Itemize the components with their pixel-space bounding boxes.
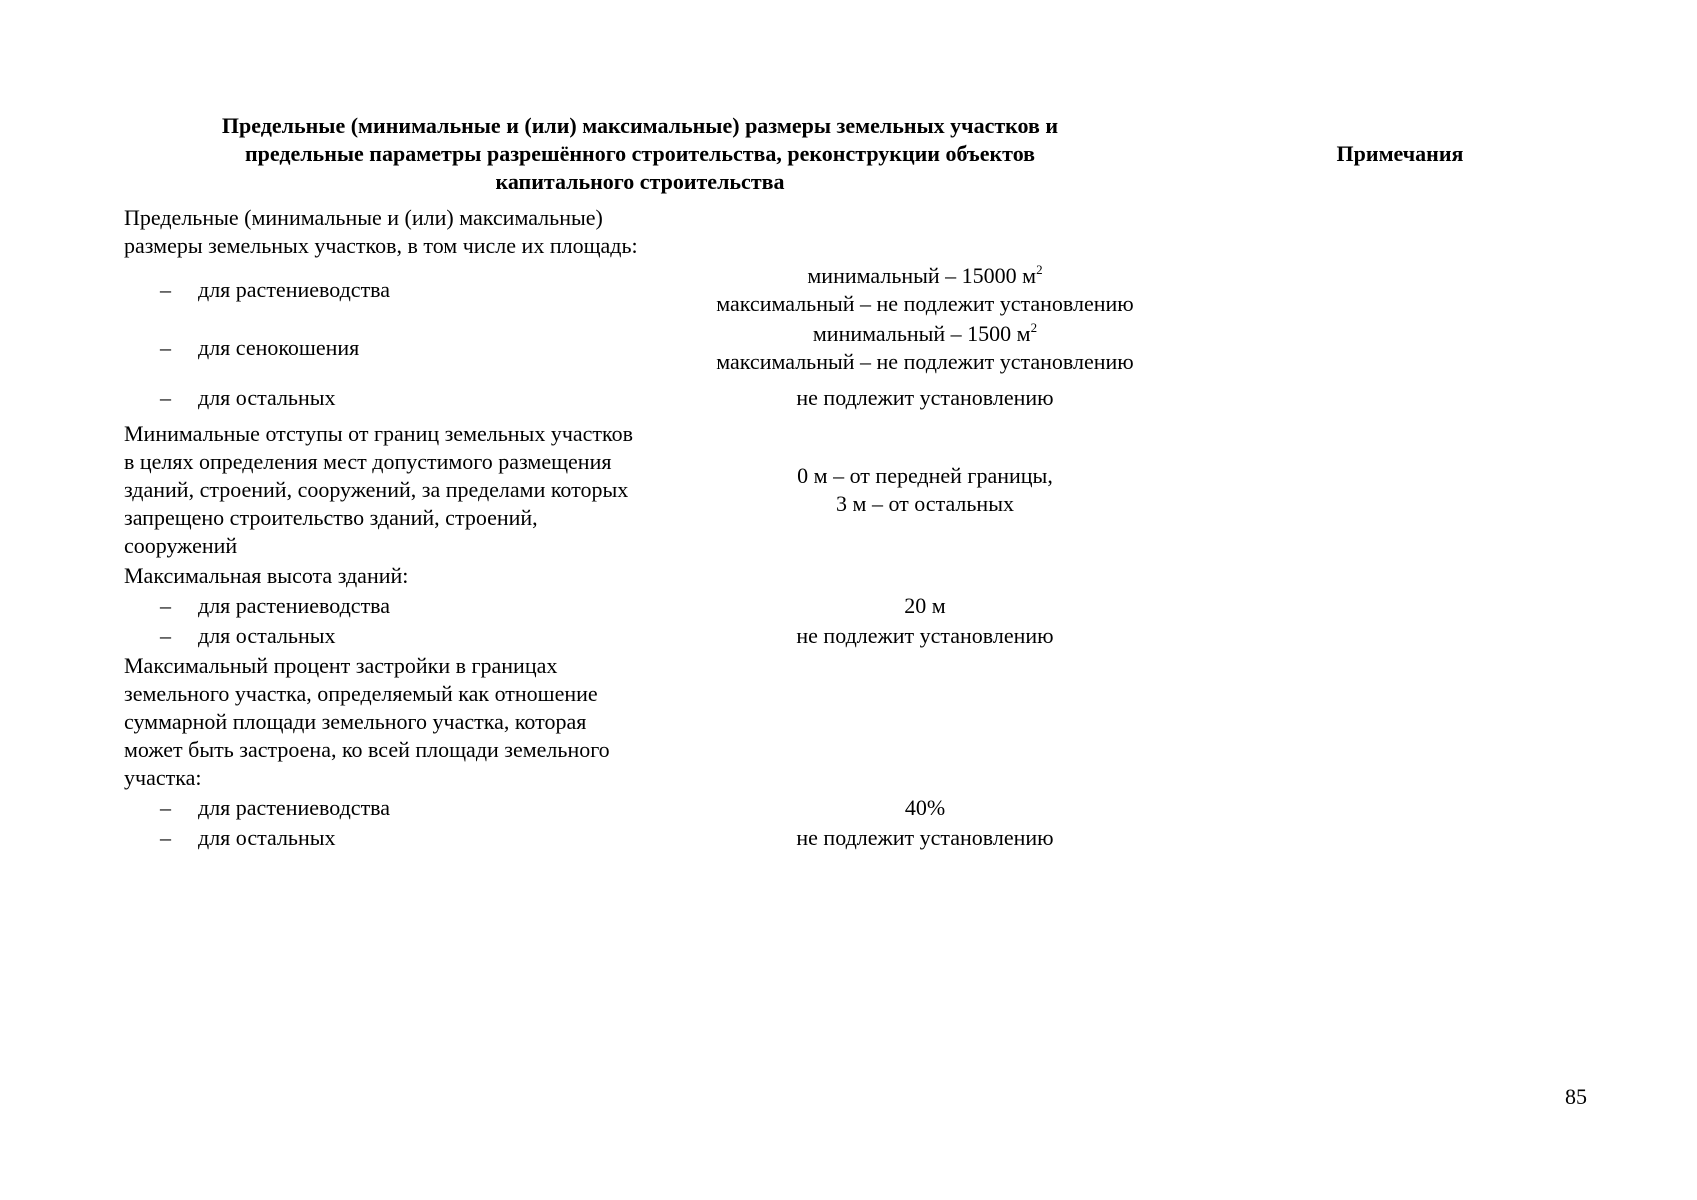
item-label: для растениеводства [198,795,391,820]
item-label: для остальных [198,385,336,410]
list-item [160,592,390,620]
coverage-title-line: может быть застроена, ко всей площади земельного [124,737,610,762]
dash-marker: – [160,335,171,360]
setbacks-title-line: зданий, строений, сооружений, за пределами которых [124,477,629,502]
superscript: 2 [1030,320,1038,335]
setbacks-title-line: в целях определения мест допустимого размещения [124,449,612,474]
height-title: Максимальная высота зданий: [124,563,409,588]
header-line: капитального строительства [495,169,785,194]
dash-marker: – [160,593,171,618]
list-item [160,824,336,852]
dash-marker: – [160,385,171,410]
column-header-notes: Примечания [1336,141,1464,166]
dash-marker: – [160,623,171,648]
setbacks-title-line: Минимальные отступы от границ земельных участков [124,421,633,446]
page-number: 85 [1565,1084,1587,1109]
list-item [160,794,390,822]
item-value-line: максимальный – не подлежит установлению [716,291,1134,316]
list-item [160,622,336,650]
dash-marker: – [160,277,171,302]
item-value-line: максимальный – не подлежит установлению [716,349,1134,374]
item-value-line [640,320,1210,348]
setbacks-value-line: 0 м – от передней границы, [797,463,1053,488]
item-value: не подлежит установлению [796,825,1054,850]
setbacks-value-line: 3 м – от остальных [836,491,1014,516]
dash-marker: – [160,795,171,820]
item-label: для сенокошения [198,335,360,360]
column-header-parameters [160,112,1120,196]
list-item [160,384,336,412]
sizes-title-line: Предельные (минимальные и (или) максимальные) [124,205,603,230]
value-text: минимальный – 1500 м [812,321,1031,346]
item-label: для растениеводства [198,593,391,618]
item-value-line [640,262,1210,290]
item-label: для остальных [198,623,336,648]
item-value: 20 м [904,593,946,618]
dash-marker: – [160,825,171,850]
superscript: 2 [1036,262,1043,277]
coverage-title-line: Максимальный процент застройки в границах [124,653,558,678]
list-item [160,276,390,304]
coverage-title-line: участка: [124,765,202,790]
value-text: минимальный – 15000 м [807,263,1037,288]
sizes-title-line: размеры земельных участков, в том числе их площадь: [124,233,638,258]
item-label: для растениеводства [198,277,391,302]
list-item [160,334,359,362]
setbacks-title-line: сооружений [124,533,238,558]
item-value: 40% [904,795,946,820]
item-value: не подлежит установлению [796,385,1054,410]
item-value: не подлежит установлению [796,623,1054,648]
coverage-title-line: суммарной площади земельного участка, которая [124,709,587,734]
item-label: для остальных [198,825,336,850]
header-line: предельные параметры разрешённого строительства, реконструкции объектов [244,141,1036,166]
coverage-title-line: земельного участка, определяемый как отношение [124,681,598,706]
setbacks-title-line: запрещено строительство зданий, строений, [124,505,538,530]
header-line: Предельные (минимальные и (или) максимальные) размеры земельных участков и [221,113,1059,138]
